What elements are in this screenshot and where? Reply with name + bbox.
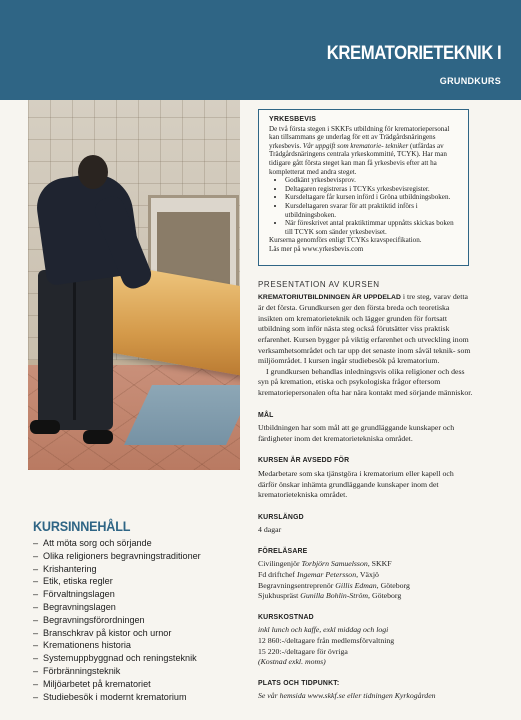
list-item: – Studiebesök i modernt krematorium — [33, 691, 187, 702]
worker-head — [78, 155, 108, 189]
worker-shoe — [30, 420, 60, 434]
course-content — [33, 518, 243, 703]
list-item: – Begravningslagen — [33, 601, 116, 612]
list-item: – Etik, etiska regler — [33, 576, 113, 587]
list-item: – Förvaltningslagen — [33, 589, 115, 600]
course-presentation — [258, 280, 473, 702]
list-item: – Krishantering — [33, 563, 97, 574]
section-heading-mal: MÅL — [258, 411, 274, 419]
header-banner — [0, 0, 521, 100]
notice-heading: YRKESBEVIS — [269, 116, 317, 123]
presentation-paragraph: KREMATORIUTBILDNINGEN ÄR UPPDELAD i tre steg, varav detta är det första. Grundkursen ger den första breda och teoretiska insikten om krematorieteknik och lägger grunden för fortsatt utbildning som inför nästa steg också förutsätter viss praktisk erfarenhet. Kursen bygger på viktig erfarenhet och utveckling inom verksamhetsområdet och tar upp det senaste inom såväl teknik- som miljöområdet. I kursen ingår studiebesök på krematorium. — [258, 291, 471, 366]
list-item: – Miljöarbetet på krematoriet — [33, 678, 151, 689]
page-subtitle: GRUNDKURS — [439, 76, 501, 86]
list-item: – Systemuppbyggnad och reningsteknik — [33, 653, 197, 664]
lecturer-row: Civilingenjör Torbjörn Samuelsson, SKKF — [258, 559, 392, 569]
length-text: 4 dagar — [258, 525, 282, 535]
yrkesbevis-box — [258, 109, 469, 266]
notice-intro: De två första stegen i SKKFs utbildning för krematoriepersonal kan tillsammans ge underlag för ett av Trädgårdsnäringens yrkesbevis. Vår uppgift som krematorie- tekniker (utfärdas av Trädgårdsnäringens centrala yrkeskommitté, TCYK). Har man tidigare gått första steget kan man få yrkesbevis efter att ha kompletterat med andra steget. — [269, 124, 450, 176]
list-item: – Olika religioners begravningstraditioner — [33, 550, 201, 561]
notice-bullets — [269, 176, 460, 236]
course-content-title: KURSINNEHÅLL — [33, 518, 131, 534]
lecturer-row: Fd driftchef Ingemar Petersson, Växjö — [258, 570, 379, 580]
mal-text: Utbildningen har som mål att ge grundläggande kunskaper och färdigheter inom det krematorietekniska området. — [258, 423, 455, 443]
notice-closing: Kurserna genomförs enligt TCYKs kravspecifikation. — [269, 236, 422, 245]
list-item: • När föreskrivet antal praktiktimmar uppnåtts skickas boken till TCYK som sänder yrkesbeviset. — [285, 219, 460, 236]
presentation-paragraph: I grundkursen behandlas inledningsvis olika religioner och dess syn på kremation, etiska och psykologiska frågor eftersom krematoriepersonalen ofta har nära kontakt med sörjande människor. — [258, 366, 473, 397]
cost-line: 12 860:-/deltagare från medlemsförvaltning — [258, 636, 395, 646]
cost-note: inkl lunch och kaffe, exkl middag och logi — [258, 625, 389, 635]
place-text: Se vår hemsida www.skkf.se eller tidningen Kyrkogården — [258, 691, 436, 701]
course-content-list — [33, 537, 243, 703]
list-item: • Godkänt yrkesbevisprov. — [285, 176, 460, 185]
list-item: • Deltagaren registreras i TCYKs yrkesbevisregister. — [285, 185, 460, 194]
worker-shoe — [83, 430, 113, 444]
lecturer-row: Begravningsentreprenör Gillis Edman, Göteborg — [258, 580, 410, 590]
section-heading-length: KURSLÄNGD — [258, 513, 304, 521]
audience-text: Medarbetare som ska tjänstgöra i krematorium eller kapell och därför önskar inhämta grundläggande kunskaper inom det krematorietekniska området. — [258, 468, 454, 500]
list-item: – Förbränningsteknik — [33, 665, 121, 676]
section-heading-lecturers: FÖRELÄSARE — [258, 547, 308, 555]
list-item: – Branschkrav på kistor och urnor — [33, 627, 172, 638]
list-item: • Kursdeltagaren svarar för att praktiktid införs i utbildningsboken. — [285, 202, 460, 219]
lecturer-row: Sjukhuspräst Gunilla Bohlin-Ström, Göteborg — [258, 591, 402, 601]
section-heading-audience: KURSEN ÄR AVSEDD FÖR — [258, 457, 350, 465]
list-item: – Begravningsförordningen — [33, 614, 145, 625]
crematorium-photo — [28, 100, 240, 470]
presentation-kicker: PRESENTATION AV KURSEN — [258, 280, 380, 289]
section-heading-cost: KURSKOSTNAD — [258, 613, 314, 621]
section-heading-place: PLATS OCH TIDPUNKT: — [258, 679, 340, 687]
list-item: • Kursdeltagare får kursen införd i Gröna utbildningsboken. — [285, 193, 460, 202]
list-item: – Kremationens historia — [33, 640, 131, 651]
cost-line: 15 220:-/deltagare för övriga — [258, 646, 348, 656]
coffin — [100, 264, 240, 380]
list-item: – Att möta sorg och sörjande — [33, 538, 152, 548]
worker-legs — [38, 270, 113, 430]
cost-line: (Kostnad exkl. moms) — [258, 657, 326, 667]
notice-link-text: Läs mer på www.yrkesbevis.com — [269, 244, 364, 253]
page-title: KREMATORIETEKNIK I — [326, 43, 501, 64]
